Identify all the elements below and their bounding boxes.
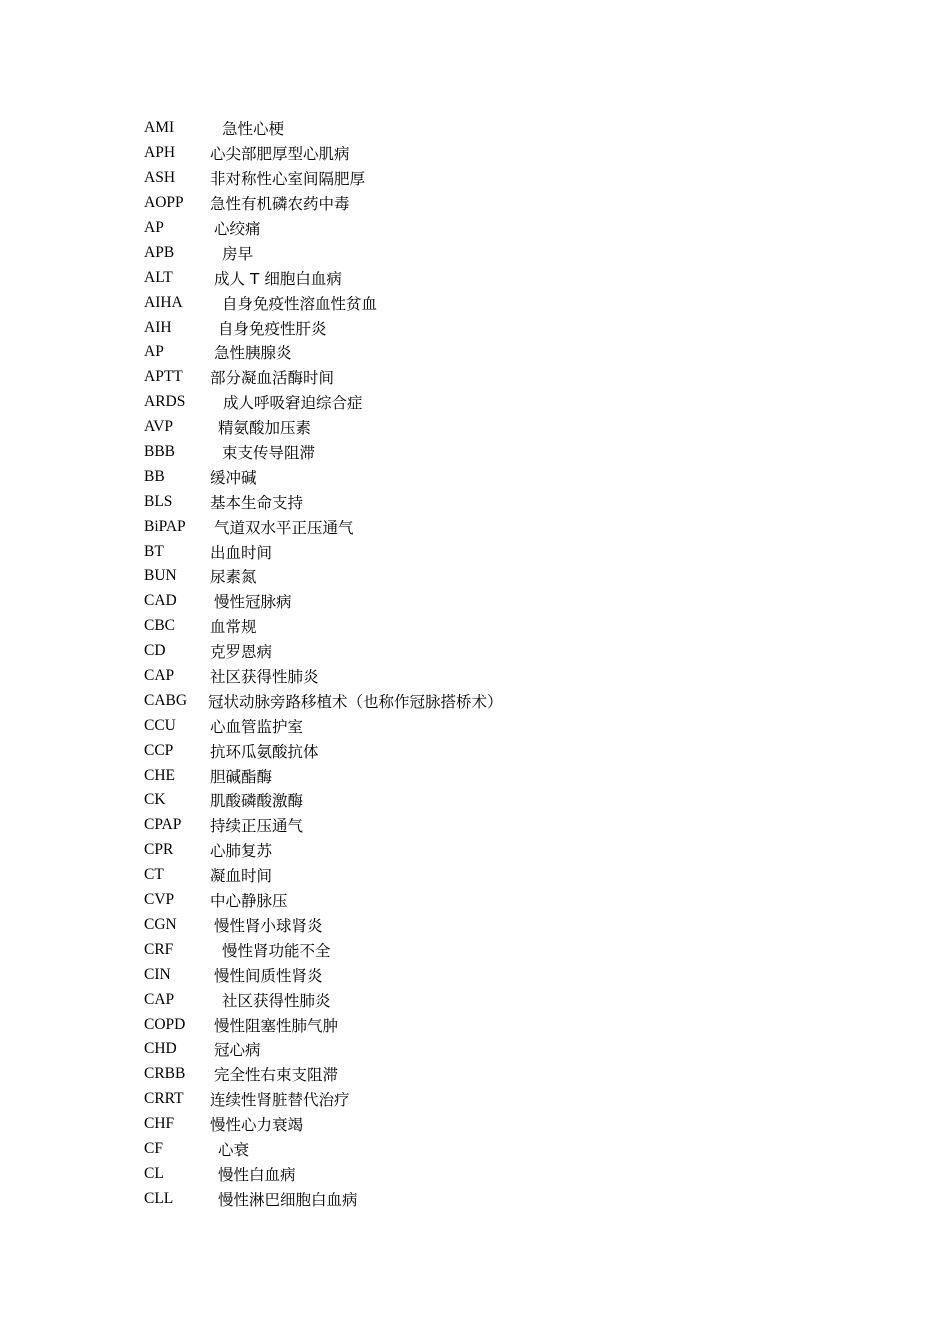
term: 心血管监护室	[210, 717, 304, 736]
list-item	[144, 863, 844, 888]
abbreviation: ARDS	[144, 393, 186, 411]
list-item	[144, 539, 844, 564]
list-item	[144, 464, 844, 489]
abbreviation: CK	[144, 791, 166, 809]
term: 凝血时间	[210, 867, 273, 886]
list-item	[144, 340, 844, 365]
list-item	[144, 489, 844, 514]
term: 冠心病	[214, 1041, 261, 1060]
list-item	[144, 838, 844, 863]
abbreviation: APTT	[144, 368, 183, 386]
abbreviation: AIHA	[144, 293, 183, 311]
term: 胆碱酯酶	[210, 767, 273, 786]
term: 持续正压通气	[210, 817, 304, 836]
abbreviation: CHD	[144, 1040, 177, 1058]
abbreviation: BB	[144, 467, 165, 485]
list-item	[144, 1161, 844, 1186]
abbreviation-list	[144, 116, 844, 1211]
abbreviation: AMI	[144, 119, 175, 137]
list-item	[144, 713, 844, 738]
term: 冠状动脉旁路移植术（也称作冠脉搭桥术）	[208, 692, 503, 711]
abbreviation: CVP	[144, 891, 175, 909]
abbreviation: AVP	[144, 418, 174, 436]
abbreviation: BLS	[144, 492, 173, 510]
abbreviation: AIH	[144, 318, 172, 336]
term: 慢性白血病	[218, 1165, 296, 1184]
term: 急性有机磷农药中毒	[210, 195, 350, 214]
abbreviation: CAD	[144, 592, 177, 610]
term: 非对称性心室间隔肥厚	[210, 170, 366, 189]
term: 慢性间质性肾炎	[214, 966, 323, 985]
abbreviation: BBB	[144, 443, 176, 461]
term: 心绞痛	[214, 220, 261, 238]
abbreviation: AP	[144, 343, 164, 361]
abbreviation: CPAP	[144, 816, 182, 834]
term: 慢性心力衰竭	[210, 1116, 304, 1135]
term: 血常规	[210, 618, 257, 637]
list-item	[144, 564, 844, 589]
list-item	[144, 987, 844, 1012]
list-item	[144, 240, 844, 265]
list-item	[144, 1112, 844, 1137]
term: 成人呼吸窘迫综合症	[223, 394, 363, 413]
list-item	[144, 1087, 844, 1112]
term: 完全性右束支阻滞	[214, 1066, 339, 1085]
term: 心衰	[218, 1140, 250, 1159]
term: 气道双水平正压通气	[214, 518, 354, 537]
list-item	[144, 639, 844, 664]
term: 连续性肾脏替代治疗	[210, 1091, 350, 1110]
term: 心肺复苏	[210, 842, 273, 861]
list-item	[144, 216, 844, 241]
list-item	[144, 514, 844, 539]
term: 心尖部肥厚型心肌病	[210, 145, 350, 164]
list-item	[144, 265, 844, 290]
term: 精氨酸加压素	[218, 419, 312, 438]
list-item	[144, 589, 844, 614]
abbreviation: CHF	[144, 1115, 175, 1133]
term: 肌酸磷酸激酶	[210, 792, 304, 811]
list-item	[144, 1186, 844, 1211]
abbreviation: CAP	[144, 667, 175, 685]
list-item	[144, 664, 844, 689]
list-item	[144, 390, 844, 415]
abbreviation: ALT	[144, 268, 173, 286]
list-item	[144, 1062, 844, 1087]
list-item	[144, 415, 844, 440]
term: 急性胰腺炎	[214, 344, 292, 363]
term: 出血时间	[210, 543, 273, 562]
abbreviation: CRBB	[144, 1065, 186, 1083]
abbreviation: APB	[144, 243, 175, 261]
list-item	[144, 290, 844, 315]
list-item	[144, 365, 844, 390]
list-item	[144, 141, 844, 166]
term: 成人 T 细胞白血病	[214, 269, 342, 288]
list-item	[144, 116, 844, 141]
term: 慢性阻塞性肺气肿	[214, 1016, 339, 1035]
abbreviation: APH	[144, 144, 176, 162]
list-item	[144, 614, 844, 639]
abbreviation: BUN	[144, 567, 177, 585]
term: 社区获得性肺炎	[210, 668, 319, 687]
list-item	[144, 315, 844, 340]
list-item	[144, 738, 844, 763]
term: 束支传导阻滞	[222, 444, 316, 463]
abbreviation: CL	[144, 1164, 164, 1182]
list-item	[144, 1037, 844, 1062]
abbreviation: CLL	[144, 1189, 174, 1207]
list-item	[144, 440, 844, 465]
list-item	[144, 1137, 844, 1162]
abbreviation: CCP	[144, 741, 174, 759]
abbreviation: CABG	[144, 691, 188, 709]
list-item	[144, 937, 844, 962]
list-item	[144, 191, 844, 216]
term: 急性心梗	[222, 120, 285, 139]
term: 慢性冠脉病	[214, 593, 292, 612]
abbreviation: COPD	[144, 1015, 186, 1033]
abbreviation: CBC	[144, 617, 176, 635]
term: 克罗恩病	[210, 643, 273, 662]
list-item	[144, 913, 844, 938]
abbreviation: CT	[144, 866, 164, 884]
term: 自身免疫性肝炎	[218, 319, 327, 338]
list-item	[144, 688, 844, 713]
list-item	[144, 962, 844, 987]
term: 慢性肾小球肾炎	[214, 916, 323, 935]
abbreviation: BiPAP	[144, 517, 186, 535]
abbreviation: CGN	[144, 915, 177, 933]
list-item	[144, 763, 844, 788]
list-item	[144, 1012, 844, 1037]
abbreviation: CHE	[144, 766, 175, 784]
abbreviation: CPR	[144, 841, 174, 859]
term: 慢性肾功能不全	[222, 941, 331, 960]
abbreviation: CRF	[144, 940, 174, 958]
term: 社区获得性肺炎	[222, 991, 331, 1010]
abbreviation: CIN	[144, 965, 171, 983]
abbreviation: CAP	[144, 990, 175, 1008]
list-item	[144, 788, 844, 813]
abbreviation: CD	[144, 642, 166, 660]
term: 房早	[222, 244, 254, 263]
abbreviation: BT	[144, 542, 164, 560]
abbreviation: CRRT	[144, 1090, 184, 1108]
list-item	[144, 888, 844, 913]
list-item	[144, 166, 844, 191]
term: 基本生命支持	[210, 493, 304, 512]
term: 抗环瓜氨酸抗体	[210, 742, 319, 761]
abbreviation: AP	[144, 219, 164, 236]
term: 自身免疫性溶血性贫血	[222, 294, 378, 313]
term: 中心静脉压	[210, 892, 288, 911]
term: 慢性淋巴细胞白血病	[218, 1190, 358, 1209]
abbreviation: CF	[144, 1139, 163, 1157]
term: 部分凝血活酶时间	[210, 369, 335, 388]
abbreviation: AOPP	[144, 194, 184, 212]
list-item	[144, 813, 844, 838]
abbreviation: CCU	[144, 716, 176, 734]
term: 缓冲碱	[210, 468, 257, 487]
abbreviation: ASH	[144, 169, 176, 187]
term: 尿素氮	[210, 568, 257, 587]
